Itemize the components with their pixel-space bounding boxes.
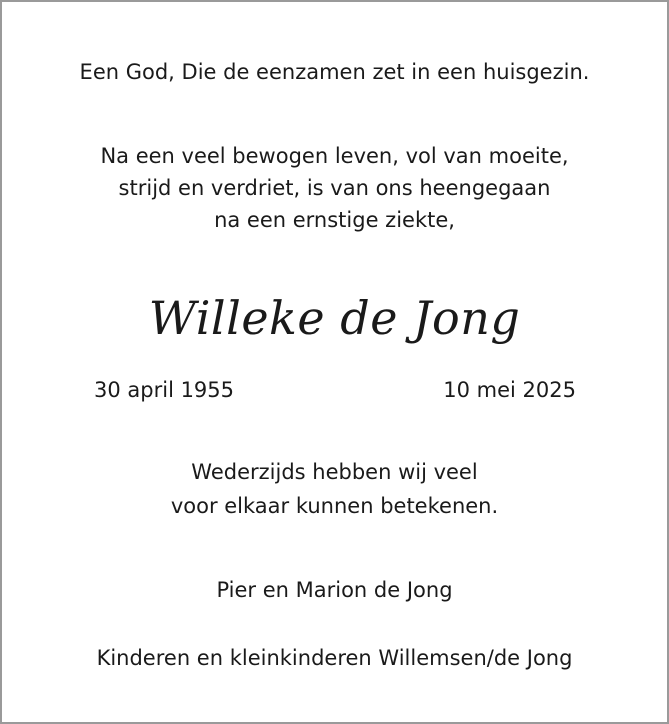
intro-line-3: na een ernstige ziekte, [214,208,455,232]
message-line-2: voor elkaar kunnen betekenen. [170,494,499,518]
birth-date: 30 april 1955 [94,378,235,402]
intro-line-2: strijd en verdriet, is van ons heengegaan [118,176,551,200]
message-line-1: Wederzijds hebben wij veel [191,460,478,484]
bible-verse: Een God, Die de eenzamen zet in een huisgezin. [79,60,590,84]
signatory-family-2: Kinderen en kleinkinderen Willemsen/de Jong [96,646,573,670]
death-date: 10 mei 2025 [443,378,576,402]
signatory-family-1: Pier en Marion de Jong [216,578,453,602]
deceased-name: Willeke de Jong [148,291,521,345]
intro-line-1: Na een veel bewogen leven, vol van moeite, [100,144,569,168]
